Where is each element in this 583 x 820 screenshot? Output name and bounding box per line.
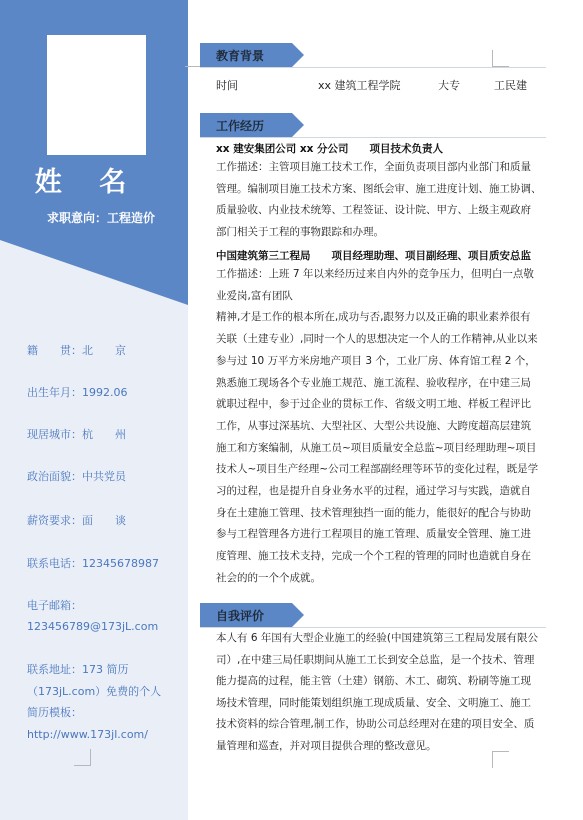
section-header-work: 工作经历 <box>200 113 310 137</box>
info-email-label: 电子邮箱： <box>27 599 82 612</box>
job-title-2: 中国建筑第三工程局 项目经理助理、项目副经理、项目质安总监 <box>216 250 531 262</box>
info-salary: 薪资要求：面 谈 <box>27 514 126 527</box>
crop-mark <box>492 50 509 67</box>
job-intent: 求职意向：工程造价 <box>47 211 156 225</box>
info-address-line3: 简历模板： <box>27 706 82 719</box>
edu-school: xx 建筑工程学院 <box>318 79 401 92</box>
info-phone: 联系电话：12345678987 <box>27 557 159 570</box>
sidebar <box>0 0 188 820</box>
info-email: 123456789@173jL.com <box>27 620 159 633</box>
crop-mark <box>74 749 91 766</box>
edu-time: 时间 <box>216 79 238 92</box>
self-evaluation: 本人有 6 年国有大型企业施工的经验(中国建筑第三工程局发展有限公 司）,在中建三局任职期间从施工工长到安全总监，是一个技术、管理 能力提高的过程，能主管（土建）钢筋、木工、砌筑、粉刷等施工现 场技术管理，同时能策划组织施工现成质量、安全、文明施工、施工 技术资料的综合管理,制工作，协助公司总经理对在建的项目安全、质 量管理和巡查，并对项目提供合理的整改意见。 <box>216 632 538 752</box>
job-desc-2: 工作描述：上班 7 年以来经历过来自内外的竞争压力，但明白一点敬 业爱岗,富有团队 精神,才是工作的根本所在,成功与否,跟努力以及正确的职业素养很有 关联（土建专业）,同时一个人的思想决定一个人的工作精神,从业以来 参与过 10 万平方米房地产项目 3 个，工业厂房、体育馆工程 2 个， 熟悉施工现场各个专业施工规范、施工流程、验收程序，在中建三局 就职过程中，参于过企业的贯标工作、省级文明工地、样板工程评比 工作，从事过深基坑、大型社区、大型公共设施、大跨度超高层建筑 施工和方案编制，从施工员~项目质量安全总监~项目经理助理~项目 技术人~项目生产经理~公司工程部副经理等环节的变化过程，既是学 习的过程，也是提升自身业务水平的过程，通过学习与实践，造就自 身在土建施工管理、技术管理独挡一面的能力，能很好的配合与协助 参与工程管理各方进行工程项目的施工管理、质量安全管理、施工进 度管理、施工技术支持，完成一个个工程的管理的同时也造就自身在 社会的的一个个成就。 <box>216 268 539 584</box>
info-city: 现居城市：杭 州 <box>27 428 126 441</box>
info-address-line2: （173jL.com）免费的个人 <box>27 685 162 698</box>
section-header-education: 教育背景 <box>200 43 310 67</box>
info-address-line1: 联系地址：173 简历 <box>27 663 129 676</box>
edu-degree: 大专 <box>438 79 460 92</box>
section-rule <box>200 137 546 138</box>
info-political: 政治面貌：中共党员 <box>27 470 126 483</box>
info-hometown: 籍 贯：北 京 <box>27 344 126 357</box>
info-birth: 出生年月：1992.06 <box>27 386 128 399</box>
section-header-self: 自我评价 <box>200 603 310 627</box>
info-address-link: http://www.173jl.com/ <box>27 728 148 741</box>
candidate-name: 姓 名 <box>34 167 141 198</box>
job-title-1: xx 建安集团公司 xx 分公司 项目技术负责人 <box>216 143 444 155</box>
section-rule <box>200 67 546 68</box>
profile-photo <box>47 35 146 155</box>
edu-major: 工民建 <box>494 79 527 92</box>
job-desc-1: 工作描述：主管项目施工技术工作，全面负责项目部内业部门和质量 管理。编制项目施工技术方案、图纸会审、施工进度计划、施工协调、 质量验收、内业技术统筹、工程签证、设计院、甲方、上级主观政府 部门相关于工程的事物跟踪和办理。 <box>216 161 542 238</box>
